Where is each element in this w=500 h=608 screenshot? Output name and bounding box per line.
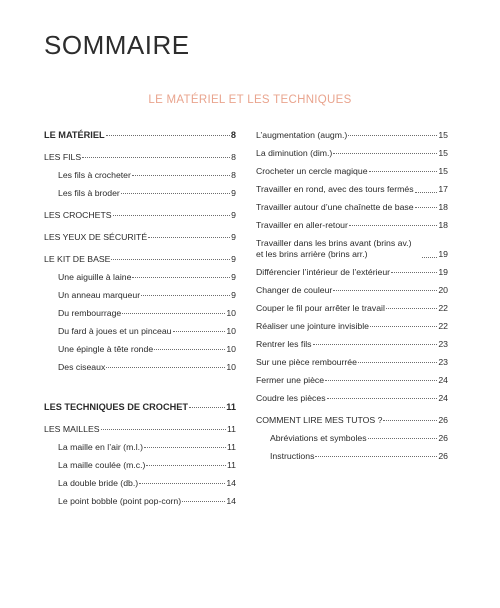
toc-entry (44, 130, 236, 141)
dot-leader (422, 257, 437, 258)
toc-entry (44, 188, 236, 199)
toc-entry-title: Le point bobble (point pop-corn) (58, 496, 182, 506)
toc-entry (256, 375, 448, 386)
toc-entry (44, 496, 236, 507)
toc-entry-title: Fermer une pièce (256, 375, 325, 385)
toc-entry-title: Les fils à crocheter (58, 170, 131, 180)
toc-entry-title: Travailler en aller-retour (256, 220, 348, 230)
toc-entry (256, 166, 448, 177)
toc-entry (44, 152, 236, 163)
dot-leader (139, 483, 225, 484)
toc-entry-title: Crocheter un cercle magique (256, 166, 368, 176)
toc-entry (256, 415, 448, 426)
toc-entry (256, 339, 448, 350)
toc-entry-page: 17 (438, 184, 448, 194)
toc-entry-page: 9 (231, 210, 236, 220)
toc-entry-title: Abréviations et symboles (270, 433, 367, 443)
toc-entry (44, 254, 236, 265)
toc-entry-title: Du rembourrage (58, 308, 122, 318)
toc-entry (256, 202, 448, 213)
toc-entry-page: 18 (438, 202, 448, 212)
toc-entry-page: 19 (438, 249, 448, 259)
toc-entry-page: 9 (231, 232, 236, 242)
toc-entry-page: 15 (438, 148, 448, 158)
toc-entry-title: Les fils à broder (58, 188, 120, 198)
toc-entry-page: 9 (231, 272, 236, 282)
toc-entry-title: LE MATÉRIEL (44, 130, 105, 140)
toc-entry-page: 15 (438, 166, 448, 176)
toc-left-column (44, 130, 236, 514)
dot-leader (383, 420, 437, 421)
toc-right-column (256, 130, 448, 469)
toc-entry (44, 442, 236, 453)
toc-entry (256, 238, 448, 260)
toc-entry-title: Un anneau marqueur (58, 290, 141, 300)
toc-entry-title: Réaliser une jointure invisible (256, 321, 369, 331)
toc-entry (256, 285, 448, 296)
toc-entry-page: 10 (226, 344, 236, 354)
toc-entry (44, 344, 236, 355)
toc-entry-page: 23 (438, 357, 448, 367)
toc-entry-page: 8 (231, 170, 236, 180)
toc-entry-title: Sur une pièce rembourrée (256, 357, 357, 367)
toc-entry-title: Travailler dans les brins avant (brins av.) et les brins arrière (brins arr.) (256, 238, 412, 259)
dot-leader (146, 465, 226, 466)
toc-entry-title: Changer de couleur (256, 285, 333, 295)
toc-entry (256, 321, 448, 332)
toc-entry (44, 272, 236, 283)
dot-leader (132, 175, 230, 176)
toc-entry-title: Coudre les pièces (256, 393, 326, 403)
toc-entry-page: 26 (438, 433, 448, 443)
toc-entry-title: La maille en l’air (m.l.) (58, 442, 143, 452)
toc-entry-page: 24 (438, 375, 448, 385)
dot-leader (315, 456, 437, 457)
dot-leader (106, 367, 225, 368)
dot-leader (106, 135, 230, 136)
toc-entry (44, 210, 236, 221)
toc-entry-page: 9 (231, 188, 236, 198)
dot-leader (348, 135, 437, 136)
dot-leader (148, 237, 230, 238)
toc-entry-page: 14 (226, 478, 236, 488)
dot-leader (368, 438, 438, 439)
toc-entry-title: Travailler en rond, avec des tours fermés (256, 184, 414, 194)
dot-leader (327, 398, 438, 399)
toc-entry-page: 11 (226, 424, 236, 434)
toc-entry-page: 19 (438, 267, 448, 277)
dot-leader (101, 429, 226, 430)
toc-entry-page: 9 (231, 290, 236, 300)
section-title: LE MATÉRIEL ET LES TECHNIQUES (148, 94, 352, 106)
dot-leader (189, 407, 225, 408)
toc-entry-title: L’augmentation (augm.) (256, 130, 348, 140)
toc-entry-title: LE KIT DE BASE (44, 254, 111, 264)
dot-leader (141, 295, 230, 296)
toc-entry (256, 303, 448, 314)
dot-leader (415, 207, 438, 208)
toc-entry-page: 15 (438, 130, 448, 140)
toc-entry (256, 130, 448, 141)
page-title: SOMMAIRE (44, 30, 190, 60)
dot-leader (349, 225, 437, 226)
dot-leader (325, 380, 437, 381)
toc-entry-page: 26 (438, 415, 448, 425)
toc-entry (256, 267, 448, 278)
toc-entry-title: Travailler autour d’une chaînette de base (256, 202, 414, 212)
dot-leader (144, 447, 226, 448)
toc-entry-title: LES TECHNIQUES DE CROCHET (44, 402, 188, 412)
toc-entry (256, 220, 448, 231)
toc-entry-title: LES YEUX DE SÉCURITÉ (44, 232, 148, 242)
toc-entry-title: Une épingle à tête ronde (58, 344, 154, 354)
toc-entry-title: La diminution (dim.) (256, 148, 333, 158)
toc-entry-title: Du fard à joues et un pinceau (58, 326, 172, 336)
toc-entry (256, 393, 448, 404)
dot-leader (122, 313, 225, 314)
toc-entry-title: Rentrer les fils (256, 339, 312, 349)
dot-leader (154, 349, 225, 350)
toc-entry (44, 308, 236, 319)
dot-leader (391, 272, 437, 273)
toc-entry-page: 11 (226, 460, 236, 470)
toc-entry-title: LES CROCHETS (44, 210, 112, 220)
toc-entry-title: Couper le fil pour arrêter le travail (256, 303, 385, 313)
dot-leader (333, 290, 437, 291)
toc-entry (256, 451, 448, 462)
toc-entry-page: 10 (226, 362, 236, 372)
toc-entry (44, 478, 236, 489)
toc-entry-page: 22 (438, 303, 448, 313)
dot-leader (113, 215, 231, 216)
toc-entry-title: Des ciseaux (58, 362, 106, 372)
dot-leader (132, 277, 230, 278)
dot-leader (121, 193, 230, 194)
toc-entry-page: 8 (231, 152, 236, 162)
toc-entry-page: 24 (438, 393, 448, 403)
toc-entry (44, 362, 236, 373)
dot-leader (370, 326, 437, 327)
toc-entry-title: Instructions (270, 451, 315, 461)
toc-entry-title: LES FILS (44, 152, 82, 162)
toc-entry-title: La maille coulée (m.c.) (58, 460, 146, 470)
toc-entry-page: 8 (230, 130, 236, 140)
toc-entry (44, 232, 236, 243)
toc-entry-page: 9 (231, 254, 236, 264)
toc-entry (256, 184, 448, 195)
dot-leader (173, 331, 226, 332)
dot-leader (333, 153, 437, 154)
toc-entry (44, 402, 236, 413)
toc-entry (256, 433, 448, 444)
dot-leader (313, 344, 438, 345)
dot-leader (415, 192, 438, 193)
dot-leader (182, 501, 225, 502)
toc-entry-page: 14 (226, 496, 236, 506)
dot-leader (369, 171, 438, 172)
toc-entry-page: 10 (226, 326, 236, 336)
dot-leader (111, 259, 230, 260)
toc-entry (44, 170, 236, 181)
toc-entry (44, 326, 236, 337)
toc-entry-page: 20 (438, 285, 448, 295)
toc-entry (44, 460, 236, 471)
toc-entry-page: 26 (438, 451, 448, 461)
toc-entry-title: LES MAILLES (44, 424, 100, 434)
dot-leader (82, 157, 230, 158)
toc-entry (256, 357, 448, 368)
toc-entry-page: 18 (438, 220, 448, 230)
toc-entry-title: Une aiguille à laine (58, 272, 132, 282)
toc-entry-page: 11 (226, 442, 236, 452)
toc-entry (44, 290, 236, 301)
toc-entry (256, 148, 448, 159)
toc-entry-page: 10 (226, 308, 236, 318)
dot-leader (386, 308, 437, 309)
toc-entry-page: 11 (226, 402, 236, 412)
dot-leader (358, 362, 437, 363)
toc-entry-page: 23 (438, 339, 448, 349)
toc-entry-title: COMMENT LIRE MES TUTOS ? (256, 415, 383, 425)
toc-entry (44, 424, 236, 435)
toc-entry-title: La double bride (db.) (58, 478, 139, 488)
toc-entry-page: 22 (438, 321, 448, 331)
toc-entry-title: Différencier l’intérieur de l’extérieur (256, 267, 391, 277)
